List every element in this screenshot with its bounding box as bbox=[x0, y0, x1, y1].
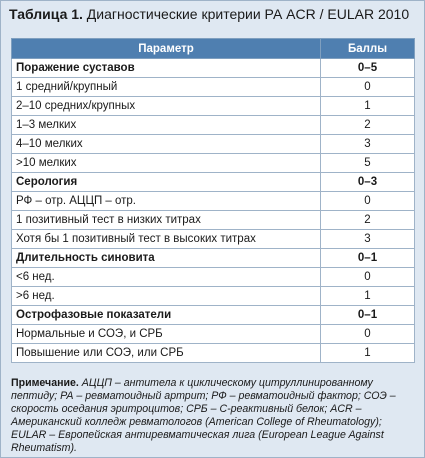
score-cell: 0 bbox=[321, 192, 415, 211]
param-cell: РФ – отр. АЦЦП – отр. bbox=[12, 192, 321, 211]
score-cell: 1 bbox=[321, 97, 415, 116]
param-cell: >6 нед. bbox=[12, 287, 321, 306]
section-row bbox=[12, 306, 415, 325]
param-cell: Нормальные и СОЭ, и СРБ bbox=[12, 325, 321, 344]
score-cell: 1 bbox=[321, 287, 415, 306]
table-row bbox=[12, 268, 415, 287]
section-row bbox=[12, 59, 415, 78]
param-cell: Хотя бы 1 позитивный тест в высоких титрах bbox=[12, 230, 321, 249]
score-cell: 1 bbox=[321, 344, 415, 363]
table-row bbox=[12, 192, 415, 211]
param-cell: Длительность синовита bbox=[12, 249, 321, 268]
table-row bbox=[12, 344, 415, 363]
score-cell: 5 bbox=[321, 154, 415, 173]
table-title bbox=[9, 6, 409, 22]
param-cell: 2–10 средних/крупных bbox=[12, 97, 321, 116]
header-param: Параметр bbox=[12, 39, 321, 59]
score-cell: 0–5 bbox=[321, 59, 415, 78]
table-row bbox=[12, 230, 415, 249]
table-row bbox=[12, 78, 415, 97]
table-row bbox=[12, 211, 415, 230]
param-cell: Серология bbox=[12, 173, 321, 192]
param-cell: 1 средний/крупный bbox=[12, 78, 321, 97]
criteria-table bbox=[11, 38, 415, 363]
param-cell: >10 мелких bbox=[12, 154, 321, 173]
score-cell: 0–1 bbox=[321, 249, 415, 268]
header-row bbox=[12, 39, 415, 59]
table-title-label: Таблица 1. bbox=[9, 6, 83, 22]
note-text: АЦЦП – антитела к циклическому цитруллинированному пептиду; РА – ревматоидный артрит; РФ – ревматоидный фактор; СОЭ – скорость оседания эритроцитов; СРБ – С-реактивный белок; ACR – Американский колледж ревматологов (American College of Rheumatology); EULAR – Европейская антиревматическая лига (European League Against Rheumatism). bbox=[11, 377, 396, 454]
score-cell: 3 bbox=[321, 135, 415, 154]
table-title-text: Диагностические критерии РА ACR / EULAR 2010 bbox=[82, 6, 410, 22]
table-row bbox=[12, 325, 415, 344]
table-row bbox=[12, 97, 415, 116]
table-row bbox=[12, 154, 415, 173]
table-row bbox=[12, 287, 415, 306]
score-cell: 0–1 bbox=[321, 306, 415, 325]
table-row bbox=[12, 116, 415, 135]
param-cell: Повышение или СОЭ, или СРБ bbox=[12, 344, 321, 363]
score-cell: 2 bbox=[321, 116, 415, 135]
note-label: Примечание. bbox=[11, 377, 79, 389]
header-score: Баллы bbox=[321, 39, 415, 59]
score-cell: 0 bbox=[321, 268, 415, 287]
param-cell: 1–3 мелких bbox=[12, 116, 321, 135]
table-row bbox=[12, 135, 415, 154]
section-row bbox=[12, 249, 415, 268]
score-cell: 0 bbox=[321, 78, 415, 97]
table-note bbox=[11, 377, 415, 455]
param-cell: <6 нед. bbox=[12, 268, 321, 287]
score-cell: 0 bbox=[321, 325, 415, 344]
section-row bbox=[12, 173, 415, 192]
score-cell: 2 bbox=[321, 211, 415, 230]
param-cell: 4–10 мелких bbox=[12, 135, 321, 154]
param-cell: Поражение суставов bbox=[12, 59, 321, 78]
score-cell: 0–3 bbox=[321, 173, 415, 192]
score-cell: 3 bbox=[321, 230, 415, 249]
param-cell: Острофазовые показатели bbox=[12, 306, 321, 325]
param-cell: 1 позитивный тест в низких титрах bbox=[12, 211, 321, 230]
